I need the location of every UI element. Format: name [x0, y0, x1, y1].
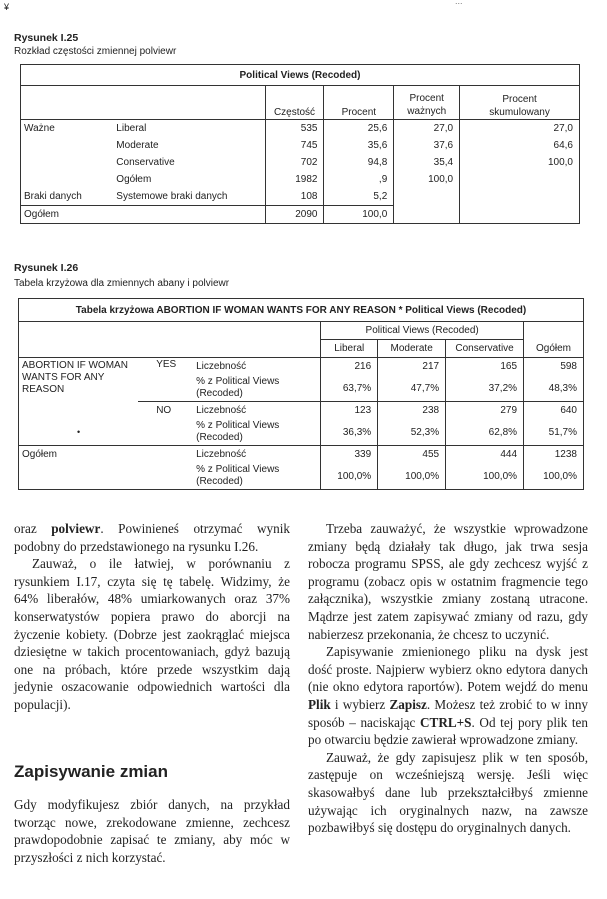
- table-row: • % z Political Views (Recoded) 36,3% 52,3% 62,8% 51,7%: [19, 419, 584, 446]
- frequency-table-frame: [20, 64, 580, 238]
- page-number: ...: [455, 0, 463, 6]
- crosstab-table: [18, 298, 584, 490]
- paragraph: Zauważ, o ile łatwiej, w porównaniu z rysunkiem I.17, czyta się tę tabelę. Widzimy, że 64% liberałów, 48% umiarkowanych oraz 37% konserwatystów popiera prawo do aborcji na życzenie kobiety. (Dobrze jest zaokrąglać miejsca dziesiętne w takich procentowaniach, gdyż bazują one na próbach, które przede wszystkim dają jedynie oszacowanie odpowiednich wartości dla populacji).: [14, 556, 290, 712]
- table-row: Ważne Liberal 535 25,6 27,0 27,0: [21, 120, 580, 138]
- table-title: Tabela krzyżowa ABORTION IF WOMAN WANTS FOR ANY REASON * Political Views (Recoded): [19, 299, 584, 322]
- table-row: Ogółem Liczebność 339 455 444 1238: [19, 446, 584, 464]
- table-row: % z Political Views (Recoded) 100,0% 100,0% 100,0% 100,0%: [19, 463, 584, 490]
- table-row: Ogółem 2090 100,0: [21, 206, 580, 224]
- paragraph: Gdy modyfikujesz zbiór danych, na przykład tworząc nowe, zrekodowane zmienne, zechcesz prawdopodobnie zapisać te zmiany, aby móc w przyszłości z nich korzystać.: [14, 797, 290, 865]
- paragraph: Zauważ, że gdy zapisujesz plik w ten sposób, zastępuje on wcześniejszą wersję. Jeśli więc skasowałbyś dane lub przekształciłbyś zmienne używając ich oryginalnych nazw, na zawsze pozbawiłbyś się dostępu do oryginalnych danych.: [308, 749, 588, 836]
- row-variable: ABORTION IF WOMAN WANTS FOR ANY REASON: [22, 360, 128, 395]
- left-column: oraz polviewr. Powinieneś otrzymać wynik podobny do przedstawionego na rysunku I.26. Zauważ, o ile łatwiej, w porównaniu z rysunkiem I.17, czyta się tę tabelę. Widzimy, że 64% liberałów, 48% umiarkowanych oraz 37% konserwatystów popiera prawo do aborcji na życzenie kobiety. (Dobrze jest zaokrąglać miejsca dziesiętne w takich procentowaniach, gdyż bazują one na próbach, które przede wszystkim dają jedynie oszacowanie odpowiednich wartości dla populacji).: [14, 521, 290, 712]
- section-heading: Zapisywanie zmian: [14, 762, 168, 781]
- col-valid: Procent ważnych: [394, 86, 460, 120]
- corner-mark: ¥: [4, 2, 10, 12]
- col-header: Ogółem: [524, 340, 584, 358]
- frequency-table: [20, 64, 580, 224]
- crosstab-frame: [18, 298, 584, 490]
- table-row: ABORTION IF WOMAN WANTS FOR ANY REASON YES Liczebność 216 217 165 598: [19, 358, 584, 376]
- figure-caption: Rozkład częstości zmiennej polviewr: [14, 46, 177, 57]
- col-header: Moderate: [378, 340, 446, 358]
- table-row: Braki danych Systemowe braki danych 108 5,2: [21, 188, 580, 206]
- col-pct: Procent: [324, 86, 394, 120]
- table-row: % z Political Views (Recoded) 63,7% 47,7% 37,2% 48,3%: [19, 375, 584, 402]
- paragraph: Trzeba zauważyć, że wszystkie wprowadzone zmiany będą działały tak długo, jak trwa sesja robocza programu SPSS, ale gdy zechcesz wyjść z programu (zobacz opis w ostatnim fragmencie tego załącznika), wszystkie zmiany zostaną utracone. Mądrze jest zatem zapisywać zmiany od razu, gdy nabierzesz przekonania, że chcesz to uczynić.: [308, 521, 588, 642]
- figure-label: Rysunek I.26: [14, 262, 79, 274]
- table-row: Ogółem 1982 ,9 100,0: [21, 171, 580, 188]
- figure-caption: Tabela krzyżowa dla zmiennych abany i polviewr: [14, 278, 230, 289]
- col-header: Conservative: [446, 340, 524, 358]
- col-header: Liberal: [321, 340, 378, 358]
- col-cum: Procent skumulowany: [460, 86, 580, 120]
- figure-label: Rysunek I.25: [14, 32, 79, 44]
- group-header: Political Views (Recoded): [321, 322, 524, 340]
- bullet-marker: •: [77, 427, 81, 437]
- left-column-2: [14, 796, 290, 866]
- right-column: [308, 520, 588, 837]
- col-freq: Częstość: [265, 86, 324, 120]
- table-row: NO Liczebność 123 238 279 640: [19, 402, 584, 420]
- table-title: Political Views (Recoded): [21, 65, 580, 86]
- table-row: Conservative 702 94,8 35,4 100,0: [21, 154, 580, 171]
- table-row: Moderate 745 35,6 37,6 64,6: [21, 137, 580, 154]
- paragraph: Zapisywanie zmienionego pliku na dysk jest dość proste. Najpierw wybierz okno edytora danych (nie okno edytora raportów). Potem wejdź do menu Plik i wybierz Zapisz. Możesz też zrobić to w inny sposób – naciskając CTRL+S. Od tej pory plik ten po otwarciu będzie zawierał wprowadzone zmiany.: [308, 644, 589, 748]
